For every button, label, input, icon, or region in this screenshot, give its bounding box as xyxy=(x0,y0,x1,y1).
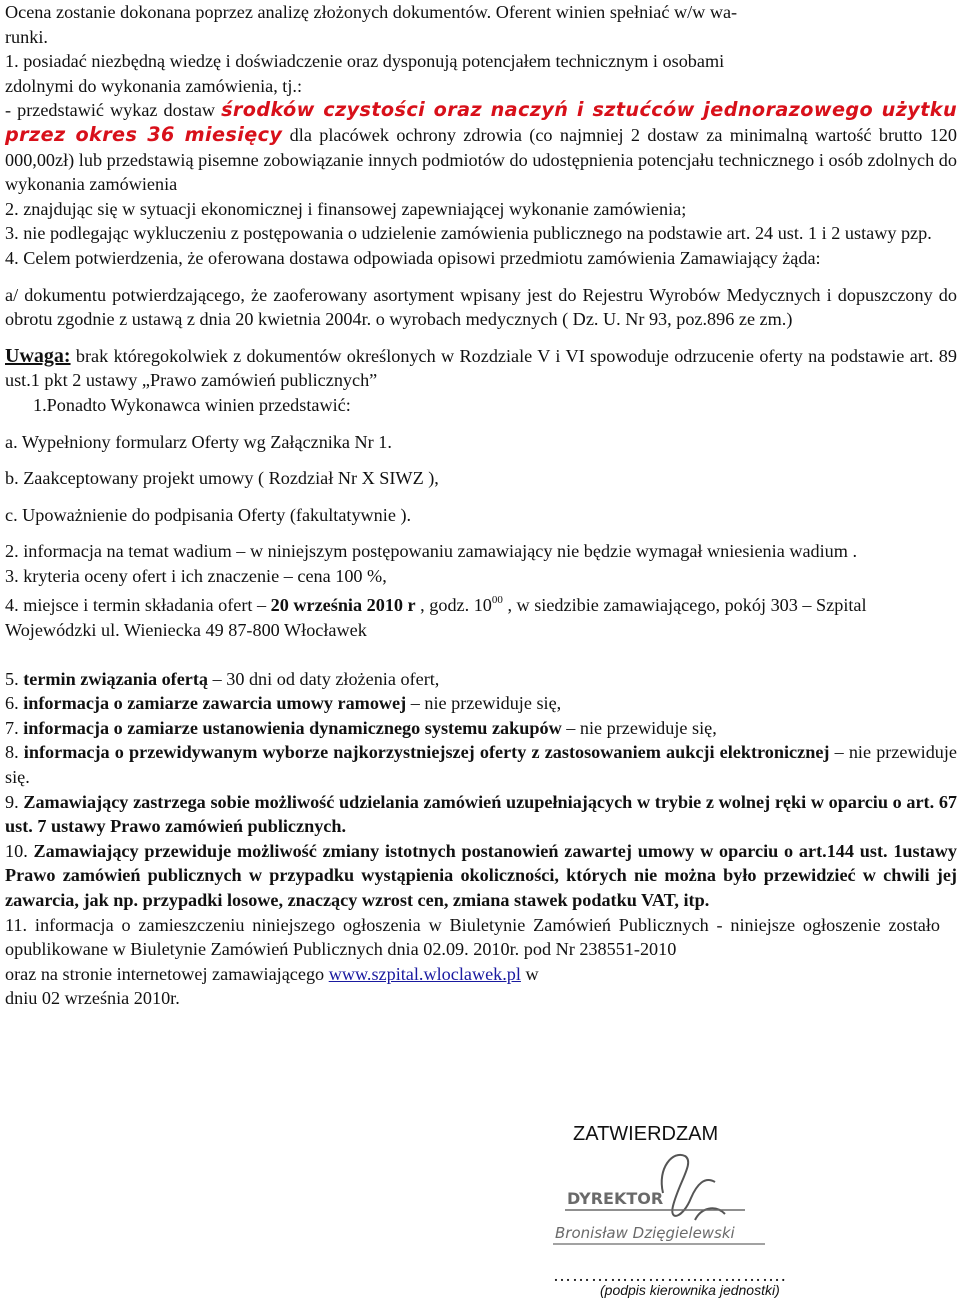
info-2: 2. informacja na temat wadium – w niniejszym postępowaniu zamawiający nie będzie wymagał wniesienia wadium . xyxy=(5,541,858,562)
stamp-name: Bronisław Dzięgielewski xyxy=(555,1224,735,1242)
note-paragraph xyxy=(5,344,957,393)
condition-2: 2. znajdując się w sytuacji ekonomicznej i finansowej zapewniającej wykonanie zamówienia; xyxy=(5,198,687,219)
info-9-title: Zamawiający zastrzega sobie możliwość udzielania zamówień uzupełniających w trybie z wolnej ręki w oparciu o art. 67 ust. 7 ustawy Prawo zamówień publicznych. xyxy=(5,791,958,837)
info-8-num: 8. xyxy=(5,742,24,763)
info-8-text: – nie przewiduje się. xyxy=(5,742,958,788)
item-a: a. Wypełniony formularz Oferty wg Załącznika Nr 1. xyxy=(5,431,392,452)
note-label: Uwaga: xyxy=(5,344,71,367)
info-4-place: , w siedzibie zamawiającego, pokój 303 – Szpital Wojewódzki ul. Wieniecka 49 87-800 Włocławek xyxy=(5,595,867,641)
intro-text: Ocena zostanie dokonana poprzez analizę złożonych dokumentów. Oferent winien spełniać w/w wa- xyxy=(5,2,738,22)
condition-1-detail xyxy=(5,98,957,196)
intro-line xyxy=(5,0,957,49)
info-4-lead: 4. miejsce i termin składania ofert – xyxy=(5,595,271,616)
info-5-text: – 30 dni od daty złożenia ofert, xyxy=(208,668,440,689)
info-9 xyxy=(5,790,957,839)
approval-title: ZATWIERDZAM xyxy=(573,1123,719,1145)
item-b: b. Zaakceptowany projekt umowy ( Rozdział Nr X SIWZ ), xyxy=(5,468,439,489)
info-11-web-lead: oraz na stronie internetowej zamawiającego xyxy=(5,963,329,984)
info-7-text: – nie przewiduje się, xyxy=(561,717,717,738)
info-7-num: 7. xyxy=(5,717,24,738)
deadline-hour: , godz. 10 xyxy=(415,595,492,616)
additional-header: 1.Ponadto Wykonawca winien przedstawić: xyxy=(33,394,351,415)
condition-1: 1. posiadać niezbędną wiedzę i doświadczenie oraz dysponują potencjałem technicznym i osobami zdolnymi do wykonania zamówienia, tj.: xyxy=(5,51,725,96)
note-text: brak któregokolwiek z dokumentów określonych w Rozdziale V i VI spowoduje odrzucenie oferty na podstawie art. 89 ust.1 pkt 2 ustawy „Prawo zamówień publicznych” xyxy=(5,345,957,391)
info-4 xyxy=(5,588,957,642)
info-11-date: dniu 02 września 2010r. xyxy=(5,988,180,1009)
info-8-title: informacja o przewidywanym wyborze najkorzystniejszej oferty z zastosowaniem aukcji elektronicznej xyxy=(23,742,830,763)
info-10-title: Zamawiający przewiduje możliwość zmiany istotnych postanowień zawartej umowy w oparciu o art.144 ust. 1ustawy Prawo zamówień publicznych w przypadku wystąpienia okoliczności, których nie można było przewidzieć w chwili jej zawarcia, jak np. przypadki losowe, znaczący wzrost cen, zmiana stawek podatku VAT, itp. xyxy=(5,840,957,910)
info-9-num: 9. xyxy=(5,791,24,812)
info-7-title: informacja o zamiarze ustanowienia dynamicznego systemu zakupów xyxy=(23,717,562,738)
info-6 xyxy=(5,691,957,716)
item-c: c. Upoważnienie do podpisania Oferty (fakultatywnie ). xyxy=(5,504,412,525)
info-5 xyxy=(5,667,957,692)
highlighted-subject: środków czystości oraz naczyń i sztućców jednorazowego użytku przez okres 36 miesięcy xyxy=(5,98,957,146)
condition-4: 4. Celem potwierdzenia, że oferowana dostawa odpowiada opisowi przedmiotu zamówienia Zamawiający żąda: xyxy=(5,247,821,268)
info-6-num: 6. xyxy=(5,693,24,714)
info-11-web-end: w xyxy=(520,963,539,984)
detail-rest: dla placówek ochrony zdrowia (co najmniej 2 dostaw za minimalną wartość brutto 120 000,00zł) lub przedstawią pisemne zobowiązanie innych podmiotów do udostępnienia potencjału technicznego i osób zdolnych do wykonania zamówienia xyxy=(5,124,957,195)
stamp-role: DYREKTOR xyxy=(567,1189,664,1208)
signature-block xyxy=(545,1118,825,1298)
hospital-website-link[interactable]: www.szpital.wloclawek.pl xyxy=(328,963,521,984)
info-5-num: 5. xyxy=(5,668,24,689)
signature-caption: (podpis kierownika jednostki) xyxy=(600,1282,780,1298)
info-6-text: – nie przewiduje się, xyxy=(406,693,562,714)
info-11-web xyxy=(5,962,957,987)
signature-line: ………………………………. xyxy=(553,1265,787,1285)
condition-3: 3. nie podlegając wykluczeniu z postępowania o udzielenie zamówienia publicznego na podstawie art. 24 ust. 1 i 2 ustawy pzp. xyxy=(5,223,932,244)
document-page xyxy=(5,0,957,1011)
intro-text-end: runki. xyxy=(5,26,48,47)
info-10 xyxy=(5,839,957,913)
info-6-title: informacja o zamiarze zawarcia umowy ramowej xyxy=(23,693,407,714)
deadline-date: 20 września 2010 r xyxy=(270,595,416,616)
detail-lead: - przedstawić wykaz dostaw xyxy=(5,100,222,121)
info-7 xyxy=(5,716,957,741)
info-3: 3. kryteria oceny ofert i ich znaczenie – cena 100 %, xyxy=(5,565,387,586)
info-8 xyxy=(5,740,957,789)
info-5-title: termin związania ofertą xyxy=(23,668,209,689)
info-11: 11. informacja o zamieszczeniu niniejszego ogłoszenia w Biuletynie Zamówień Publicznych - niniejsze ogłoszenie zostało opublikowane w Biuletynie Zamówień Publicznych dnia 02.09. 2010r. pod Nr 238551-2010 xyxy=(5,914,940,960)
director-stamp xyxy=(545,1148,815,1263)
requirement-a: a/ dokumentu potwierdzającego, że zaoferowany asortyment wpisany jest do Rejestru Wyrobów Medycznych i dopuszczony do obrotu zgodnie z ustawą z dnia 20 kwietnia 2004r. o wyrobach medycznych ( Dz. U. Nr 93, poz.896 ze zm.) xyxy=(5,284,957,330)
deadline-minutes: 00 xyxy=(491,594,503,607)
info-10-num: 10. xyxy=(5,840,34,861)
